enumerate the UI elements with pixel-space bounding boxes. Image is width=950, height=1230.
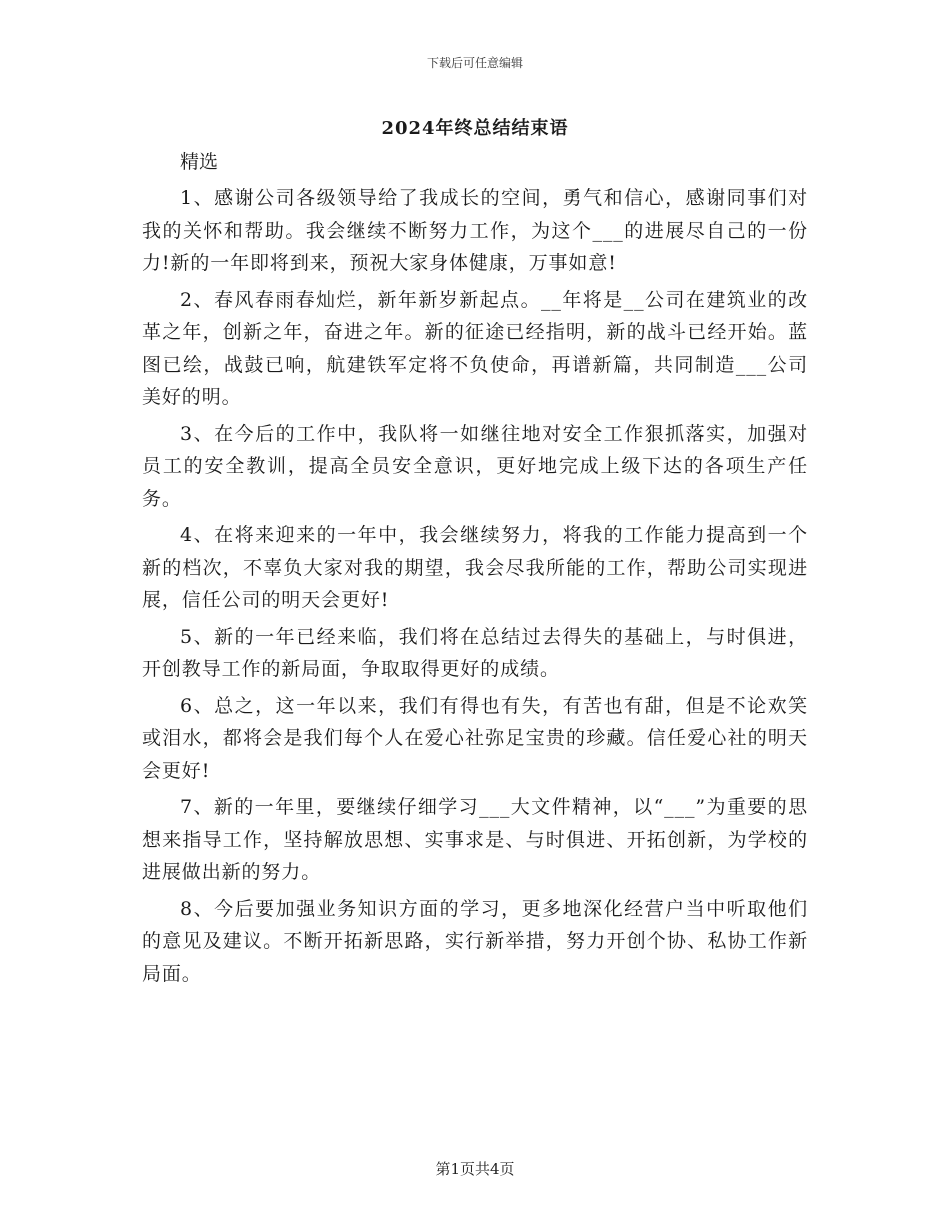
document-subtitle: 精选 (180, 151, 219, 173)
document-title: 2024年终总结结束语 (381, 118, 569, 139)
paragraph-2: 2、春风春雨春灿烂，新年新岁新起点。__年将是__公司在建筑业的改革之年，创新之年，奋进之年。新的征途已经指明，新的战斗已经开始。蓝图已绘，战鼓已响，航建铁军定将不负使命，再谱新篇，共同制造___公司美好的明。 (142, 288, 808, 408)
page-header-note: 下载后可任意编辑 (426, 56, 523, 70)
paragraph-8: 8、今后要加强业务知识方面的学习，更多地深化经营户当中听取他们的意见及建议。不断开拓新思路，实行新举措，努力开创个协、私协工作新局面。 (142, 897, 808, 985)
paragraph-3: 3、在今后的工作中，我队将一如继往地对安全工作狠抓落实，加强对员工的安全教训，提高全员安全意识，更好地完成上级下达的各项生产任务。 (142, 422, 808, 510)
page-number: 第1页共4页 (435, 1160, 515, 1178)
paragraph-4: 4、在将来迎来的一年中，我会继续努力，将我的工作能力提高到一个新的档次，不辜负大家对我的期望，我会尽我所能的工作，帮助公司实现进展，信任公司的明天会更好! (142, 524, 808, 611)
paragraph-1: 1、感谢公司各级领导给了我成长的空间，勇气和信心，感谢同事们对我的关怀和帮助。我会继续不断努力工作，为这个___的进展尽自己的一份力!新的一年即将到来，预祝大家身体健康，万事如意! (142, 187, 808, 274)
paragraph-7: 7、新的一年里，要继续仔细学习___大文件精神，以“___”为重要的思想来指导工作，坚持解放思想、实事求是、与时俱进、开拓创新，为学校的进展做出新的努力。 (142, 796, 808, 883)
document-body (142, 146, 808, 994)
paragraph-6: 6、总之，这一年以来，我们有得也有失，有苦也有甜，但是不论欢笑或泪水，都将会是我们每个人在爱心社弥足宝贵的珍藏。信任爱心社的明天会更好! (142, 694, 808, 782)
paragraph-5: 5、新的一年已经来临，我们将在总结过去得失的基础上，与时俱进，开创教导工作的新局面，争取取得更好的成绩。 (142, 625, 808, 680)
